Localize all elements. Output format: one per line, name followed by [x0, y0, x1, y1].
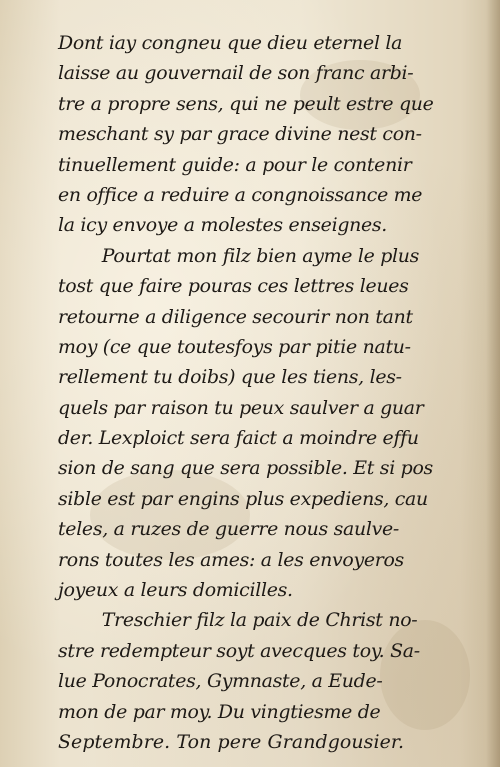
- text-line: mon de par moy. Du vingtiesme de: [58, 700, 381, 723]
- signature-line: Septembre. Ton pere Grandgousier.: [58, 730, 405, 753]
- text-line: tost que faire pouras ces lettres leues: [58, 275, 409, 298]
- text-line: der. Lexploict sera faict a moindre effu: [58, 427, 419, 450]
- text-line: tinuellement guide: a pour le contenir: [58, 153, 412, 176]
- text-line: tre a propre sens, qui ne peult estre que: [58, 92, 434, 115]
- page-gutter-shadow: [486, 0, 500, 767]
- text-line: laisse au gouvernail de son franc arbi-: [58, 62, 414, 85]
- text-line: rons toutes les ames: a les envoyeros: [58, 548, 404, 571]
- text-line: stre redempteur soyt avecques toy. Sa-: [58, 639, 420, 662]
- text-line: moy (ce que toutesfoys par pitie natu-: [58, 335, 411, 358]
- text-line: Dont iay congneu que dieu eternel la: [58, 32, 403, 54]
- text-line: teles, a ruzes de guerre nous saulve-: [58, 518, 399, 541]
- text-line: meschant sy par grace divine nest con-: [58, 123, 422, 146]
- text-line: retourne a diligence secourir non tant: [58, 305, 413, 328]
- text-line: la icy envoye a molestes enseignes.: [58, 214, 388, 237]
- text-line: rellement tu doibs) que les tiens, les-: [58, 366, 402, 389]
- paragraph-start-line: Treschier filz la paix de Christ no-: [101, 609, 418, 632]
- paragraph-start-line: Pourtat mon filz bien ayme le plus: [101, 244, 420, 267]
- text-line: joyeux a leurs domicilles.: [58, 579, 293, 602]
- text-line: lue Ponocrates, Gymnaste, a Eude-: [58, 670, 383, 693]
- text-line: sion de sang que sera possible. Et si pos: [58, 457, 433, 480]
- text-line: quels par raison tu peux saulver a guar: [58, 396, 424, 419]
- text-line: sible est par engins plus expediens, cau: [58, 487, 428, 510]
- text-line: en office a reduire a congnoissance me: [58, 183, 423, 206]
- letter-text: [58, 28, 478, 757]
